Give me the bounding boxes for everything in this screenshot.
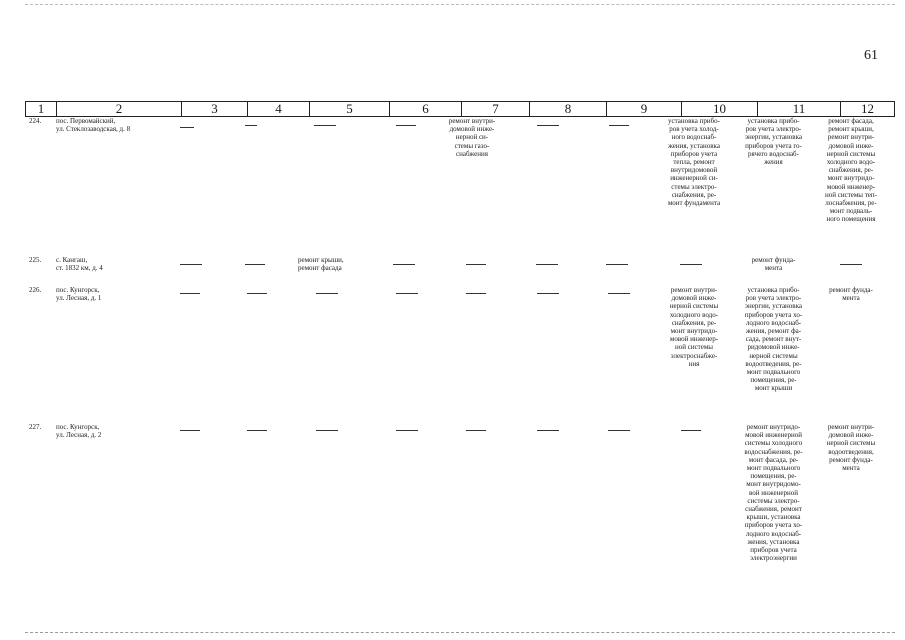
empty-cell-dash [316, 293, 338, 294]
empty-cell-dash [247, 293, 267, 294]
empty-cell-dash [245, 264, 265, 265]
row-work-col10: ремонт внутри- домовой инже- нерной системы холодного водо- снабжения, ре- монт внутридо- мовой инженер- ной системы электроснабже- ния [669, 286, 719, 368]
header-col-2: 2 [56, 102, 181, 116]
empty-cell-dash [840, 264, 862, 265]
empty-cell-dash [466, 293, 486, 294]
row-work-col11: ремонт фунда- мента [751, 256, 796, 273]
empty-cell-dash [680, 264, 702, 265]
row-work-col12: ремонт фунда- мента [829, 286, 873, 303]
empty-cell-dash [396, 125, 416, 126]
row-work-col7: ремонт внутри- домовой инже- нерной си- стемы газо- снабжения [448, 117, 496, 158]
row-number: 227. [29, 423, 42, 431]
row-address: пос. Кунгорск, ул. Лесная, д. 2 [56, 423, 102, 440]
header-col-10: 10 [681, 102, 757, 116]
top-rule [25, 4, 895, 5]
empty-cell-dash [466, 430, 486, 431]
empty-cell-dash [608, 430, 630, 431]
empty-cell-dash [247, 430, 267, 431]
empty-cell-dash [180, 264, 202, 265]
header-col-7: 7 [461, 102, 529, 116]
row-address: пос. Кунгорск, ул. Лесная, д. 1 [56, 286, 102, 303]
header-col-11: 11 [757, 102, 840, 116]
row-work-col12: ремонт внутри- домовой инже- нерной системы водоотведения, ремонт фунда- мента [826, 423, 876, 473]
header-col-4: 4 [247, 102, 309, 116]
row-number: 224. [29, 117, 42, 125]
header-col-1: 1 [25, 102, 56, 116]
table-header-row [25, 101, 895, 117]
row-address: с. Кангаш, ст. 1832 км, д. 4 [56, 256, 103, 273]
empty-cell-dash [393, 264, 415, 265]
empty-cell-dash [245, 125, 257, 126]
empty-cell-dash [537, 125, 559, 126]
row-work-col10: установка прибо- ров учета холод- ного водоснаб- жения, установка приборов учета тепла, ремонт внутридомовой инженерной си- стемы электро- снабжения, ре- монт фундамента [667, 117, 721, 208]
empty-cell-dash [536, 264, 558, 265]
empty-cell-dash [180, 430, 200, 431]
header-col-12: 12 [840, 102, 895, 116]
page-number: 61 [864, 48, 878, 63]
empty-cell-dash [180, 293, 200, 294]
row-work-col11: установка прибо- ров учета электро- энергии, установка приборов учета го- рячего водоснаб- жения [744, 117, 803, 167]
empty-cell-dash [396, 293, 418, 294]
row-work-col12: ремонт фасада, ремонт крыши, ремонт внутри- домовой инже- нерной системы холодного водо- снабжения, ре- монт внутридо- мовой инженер- ной системы теп- лоснабжения, ре- монт подваль- ного помещения [825, 117, 877, 224]
row-work-col11: установка прибо- ров учета электро- энергии, установка приборов учета хо- лодного водоснаб- жения, ремонт фа- сада, ремонт внут- ридомовой инже- нерной системы водоотведения, ре- монт подвального помещения, ре- монт крыши [744, 286, 803, 393]
header-col-3: 3 [181, 102, 247, 116]
header-col-6: 6 [389, 102, 461, 116]
empty-cell-dash [606, 264, 628, 265]
empty-cell-dash [609, 125, 629, 126]
header-col-5: 5 [309, 102, 389, 116]
row-work-col5: ремонт крыши, ремонт фасада [298, 256, 344, 273]
empty-cell-dash [314, 125, 336, 126]
empty-cell-dash [466, 264, 486, 265]
row-work-col11: ремонт внутридо- мовой инженерной системы холодного водоснабжения, ре- монт фасада, ре- монт подвального помещения, ре- монт внутридомо- вой инженерной системы электро- снабжения, ремонт крыши, установка приборов учета хо- лодного водоснаб- жения, установка приборов учета электроэнергии [744, 423, 803, 563]
empty-cell-dash [608, 293, 630, 294]
row-address: пос. Первомайский, ул. Стеклозаводская, д. 8 [56, 117, 131, 134]
row-number: 226. [29, 286, 42, 294]
row-number: 225. [29, 256, 42, 264]
empty-cell-dash [316, 430, 338, 431]
header-col-8: 8 [529, 102, 606, 116]
empty-cell-dash [537, 293, 559, 294]
empty-cell-dash [537, 430, 559, 431]
bottom-rule [25, 632, 895, 633]
empty-cell-dash [396, 430, 418, 431]
empty-cell-dash [180, 127, 194, 128]
header-col-9: 9 [606, 102, 681, 116]
empty-cell-dash [681, 430, 701, 431]
